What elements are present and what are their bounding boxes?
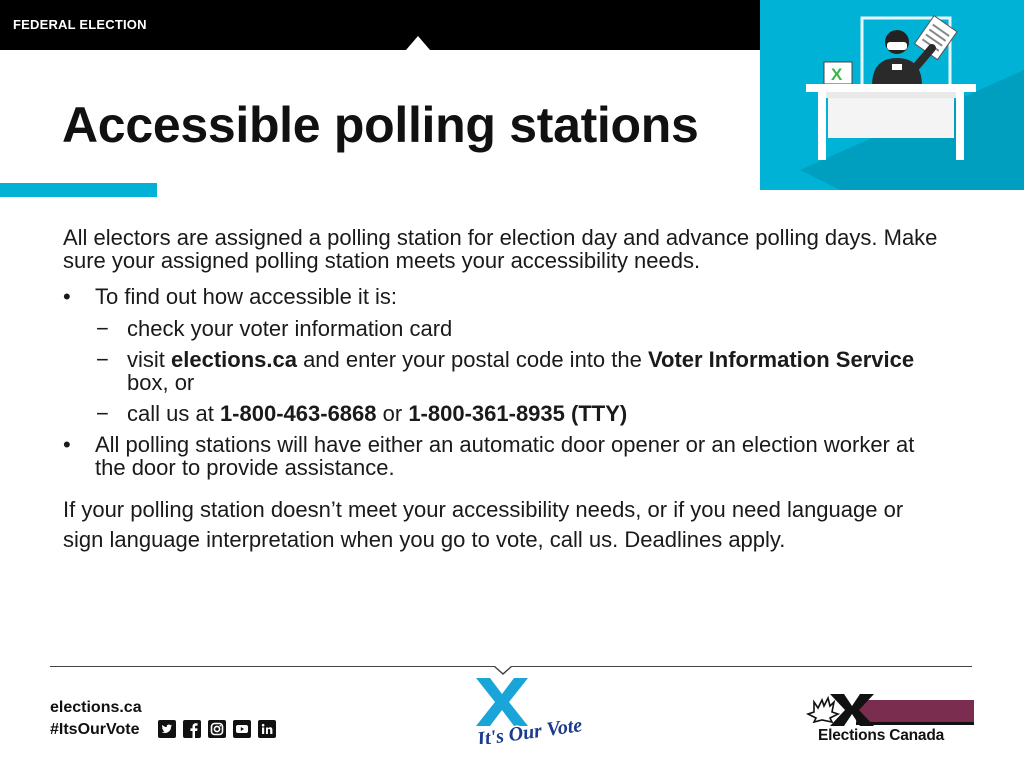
sub-list-item xyxy=(63,317,943,340)
dash-marker: − xyxy=(96,401,109,426)
maple-leaf-icon xyxy=(808,698,838,722)
sub-list-item xyxy=(63,402,943,425)
sub-list-item xyxy=(63,348,943,394)
footer-hashtag: #ItsOurVote xyxy=(50,721,140,738)
list-item xyxy=(63,433,943,479)
twitter-icon[interactable] xyxy=(158,720,176,738)
footer-site-link[interactable]: elections.ca xyxy=(50,699,142,716)
page-title: Accessible polling stations xyxy=(62,97,699,153)
main-content xyxy=(63,226,943,554)
voter-card-text: check your voter information card xyxy=(127,316,453,341)
bullet-marker: • xyxy=(63,284,71,309)
facebook-icon[interactable] xyxy=(183,720,201,738)
list-item xyxy=(63,285,943,308)
visit-text: visit xyxy=(127,347,171,372)
svg-text:X: X xyxy=(831,65,843,84)
polling-station-illustration xyxy=(760,0,1024,190)
box-or-text: box, or xyxy=(127,370,195,395)
voter-information-service-label: Voter Information Service xyxy=(647,347,915,372)
its-our-vote-logo xyxy=(470,676,590,744)
intro-paragraph: All electors are assigned a polling station for election day and advance polling days. Make sure your assigned polling station meets your accessibility needs. xyxy=(63,225,938,273)
linkedin-icon[interactable] xyxy=(258,720,276,738)
bullet-marker: • xyxy=(63,432,71,457)
instagram-icon[interactable] xyxy=(208,720,226,738)
phone-number: 1-800-463-6868 xyxy=(219,401,377,426)
dash-marker: − xyxy=(96,347,109,372)
social-icons xyxy=(158,720,276,738)
find-out-text: To find out how accessible it is: xyxy=(95,284,398,309)
banner-notch xyxy=(406,36,430,50)
section-label: FEDERAL ELECTION xyxy=(13,17,147,32)
title-accent-bar xyxy=(0,183,157,197)
postal-code-text: and enter your postal code into the xyxy=(296,347,648,372)
or-text: or xyxy=(376,401,409,426)
closing-paragraph: If your polling station doesn’t meet your accessibility needs, or if you need language or sign language interpretation when you go to vote, call us. Deadlines apply. xyxy=(63,497,904,552)
campaign-logo-text: It's Our Vote xyxy=(475,714,584,744)
org-name: Elections Canada xyxy=(818,727,945,744)
door-assistance-text: All polling stations will have either an automatic door opener or an election worker at the door to provide assistance. xyxy=(95,432,915,480)
elections-ca-link[interactable]: elections.ca xyxy=(171,347,297,372)
call-us-text: call us at xyxy=(127,401,220,426)
youtube-icon[interactable] xyxy=(233,720,251,738)
top-banner xyxy=(0,0,760,50)
dash-marker: − xyxy=(96,316,109,341)
footer-notch-inner xyxy=(495,666,511,673)
tty-phone-number: 1-800-361-8935 (TTY) xyxy=(408,401,628,426)
